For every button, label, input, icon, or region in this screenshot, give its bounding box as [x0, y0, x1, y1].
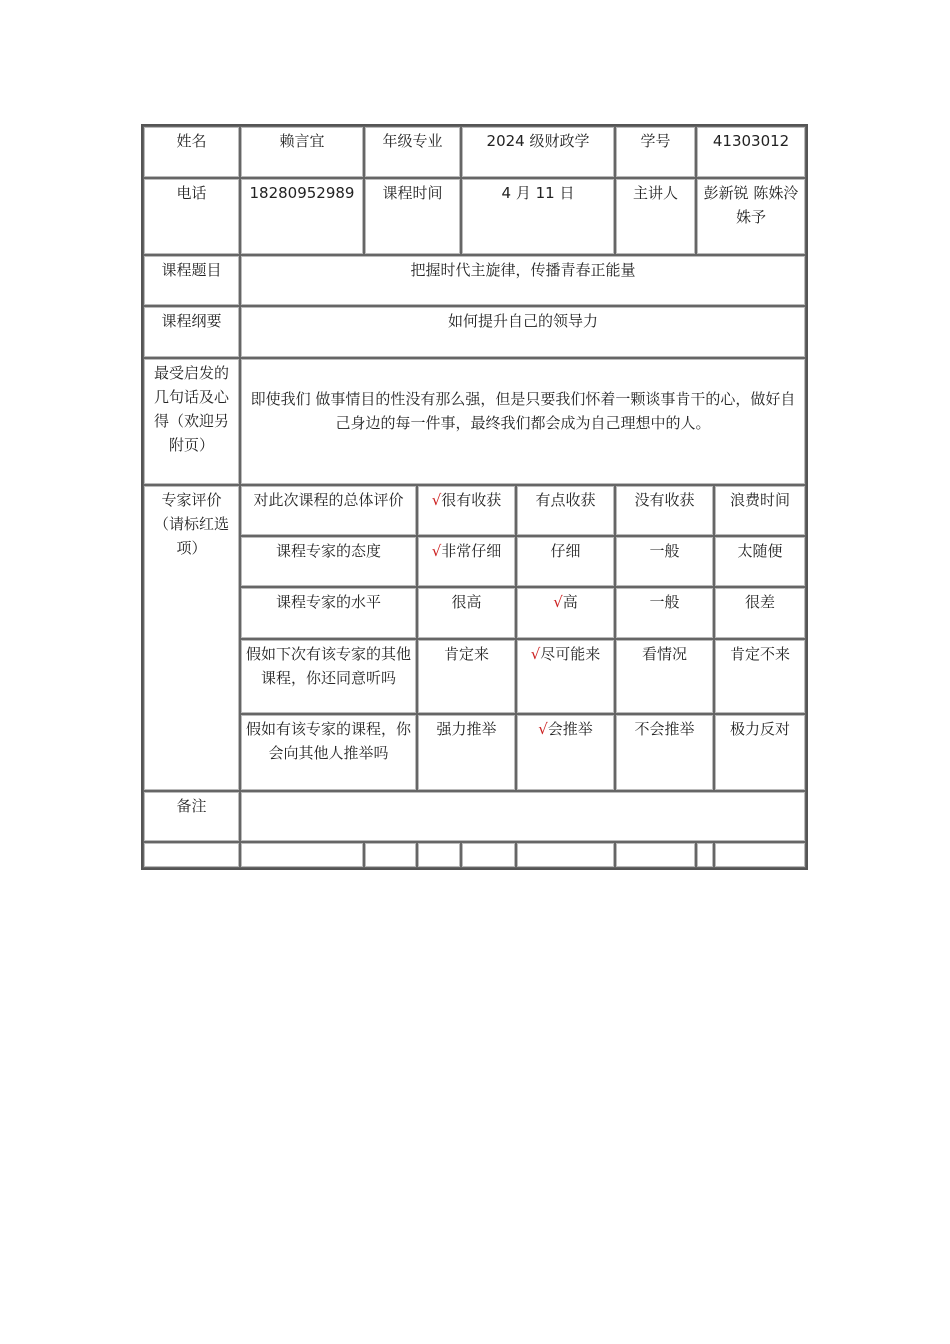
check-mark: √ [431, 542, 442, 560]
course-time-label: 课程时间 [364, 178, 461, 255]
phone-value: 18280952989 [240, 178, 364, 255]
evaluation-option: 不会推举 [615, 714, 714, 791]
evaluation-option: 太随便 [714, 536, 806, 587]
check-mark: √ [538, 720, 548, 738]
info-row-2 [143, 178, 806, 255]
evaluation-option: 没有收获 [615, 485, 714, 536]
evaluation-row-3 [143, 587, 806, 639]
remarks-value [240, 791, 806, 842]
remarks-label: 备注 [143, 791, 240, 842]
empty-row [143, 842, 806, 868]
evaluation-label: 专家评价（请标红选项） [143, 485, 240, 791]
evaluation-row-5 [143, 714, 806, 791]
evaluation-option: √尽可能来 [516, 639, 615, 714]
check-mark: √ [530, 645, 541, 663]
grade-label: 年级专业 [364, 126, 461, 178]
empty-cell [516, 842, 615, 868]
evaluation-option: √很有收获 [417, 485, 516, 536]
evaluation-option: √非常仔细 [417, 536, 516, 587]
phone-label: 电话 [143, 178, 240, 255]
info-row-1 [143, 126, 806, 178]
insight-value: 即使我们 做事情目的性没有那么强，但是只要我们怀着一颗谈事肯干的心，做好自己身边的每一件事，最终我们都会成为自己理想中的人。 [240, 358, 806, 485]
course-outline-value: 如何提升自己的领导力 [240, 306, 806, 358]
evaluation-option: 看情况 [615, 639, 714, 714]
check-mark: √ [553, 593, 563, 611]
evaluation-option: 仔细 [516, 536, 615, 587]
course-outline-row [143, 306, 806, 358]
empty-cell [417, 842, 461, 868]
student-id-value: 41303012 [696, 126, 806, 178]
check-mark: √ [431, 491, 442, 509]
empty-cell [143, 842, 240, 868]
evaluation-question: 对此次课程的总体评价 [240, 485, 417, 536]
name-label: 姓名 [143, 126, 240, 178]
course-title-label: 课程题目 [143, 255, 240, 306]
evaluation-question: 假如下次有该专家的其他课程，你还同意听吗 [240, 639, 417, 714]
evaluation-row-2 [143, 536, 806, 587]
remarks-row [143, 791, 806, 842]
evaluation-option: √会推举 [516, 714, 615, 791]
empty-cell [364, 842, 417, 868]
feedback-form-table [141, 124, 808, 870]
evaluation-option: √高 [516, 587, 615, 639]
evaluation-option: 很高 [417, 587, 516, 639]
speaker-label: 主讲人 [615, 178, 696, 255]
evaluation-option: 肯定不来 [714, 639, 806, 714]
student-id-label: 学号 [615, 126, 696, 178]
evaluation-option: 浪费时间 [714, 485, 806, 536]
course-title-value: 把握时代主旋律，传播青春正能量 [240, 255, 806, 306]
empty-cell [714, 842, 806, 868]
course-outline-label: 课程纲要 [143, 306, 240, 358]
evaluation-option: 肯定来 [417, 639, 516, 714]
evaluation-option: 有点收获 [516, 485, 615, 536]
evaluation-question: 假如有该专家的课程，你会向其他人推举吗 [240, 714, 417, 791]
empty-cell [240, 842, 364, 868]
empty-cell [615, 842, 696, 868]
speaker-value: 彭新锐 陈姝泠姝予 [696, 178, 806, 255]
evaluation-option: 强力推举 [417, 714, 516, 791]
grade-value: 2024 级财政学 [461, 126, 615, 178]
evaluation-row-4 [143, 639, 806, 714]
insight-row [143, 358, 806, 485]
evaluation-option: 一般 [615, 536, 714, 587]
evaluation-option: 极力反对 [714, 714, 806, 791]
empty-cell [461, 842, 516, 868]
evaluation-option: 很差 [714, 587, 806, 639]
course-title-row [143, 255, 806, 306]
course-time-value: 4 月 11 日 [461, 178, 615, 255]
insight-label: 最受启发的几句话及心得（欢迎另附页） [143, 358, 240, 485]
evaluation-question: 课程专家的态度 [240, 536, 417, 587]
name-value: 赖言宜 [240, 126, 364, 178]
evaluation-option: 一般 [615, 587, 714, 639]
evaluation-row-1 [143, 485, 806, 536]
empty-cell [696, 842, 714, 868]
evaluation-question: 课程专家的水平 [240, 587, 417, 639]
